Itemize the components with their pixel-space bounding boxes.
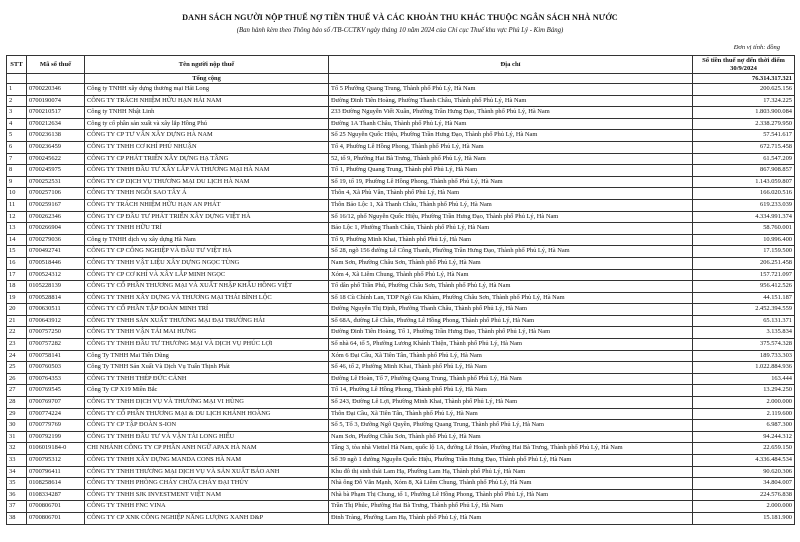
row-address: Đường Nguyễn Thị Định, Phường Thanh Châu, Thành phố Phủ Lý, Hà Nam [329,304,693,316]
row-amount: 2.000.000 [693,501,795,513]
row-name: CÔNG TY CỔ PHẦN THƯƠNG MẠI VÀ XUẤT NHẬP KHẨU HỒNG VIỆT [85,281,329,293]
row-name: CÔNG TY CỔ PHẦN TẬP ĐOÀN MINH TRÍ [85,304,329,316]
row-tax-code: 0700757282 [27,339,85,351]
row-address: Tổ 5 Phường Quang Trung, Thành phố Phủ Lý, Hà Nam [329,84,693,96]
row-name: CÔNG TY TNHH XÂY DỰNG VÀ THƯƠNG MẠI THÁI BÌNH LỘC [85,292,329,304]
row-address: Số 28, ngõ 156 đường Lê Công Thanh, Phường Trần Hưng Đạo, Thành phố Phủ Lý, Hà Nam [329,246,693,258]
table-row [7,315,795,327]
row-name: CÔNG TY CỔ PHẦN THƯƠNG MẠI & DU LỊCH KHÁNH HOÀNG [85,408,329,420]
row-name: CÔNG TY TNHH SẢN XUẤT THƯƠNG MẠI ĐẠI TRƯỜNG HẢI [85,315,329,327]
row-tax-code: 0700245622 [27,153,85,165]
table-row [7,443,795,455]
row-name: CÔNG TY TNHH VẬT LIỆU XÂY DỰNG NGỌC TÙNG [85,257,329,269]
unit-label: Đơn vị tính: đồng [733,44,780,51]
row-tax-code: 0700220346 [27,84,85,96]
table-row [7,408,795,420]
row-name: Công ty TNHH dịch vụ xây dựng Hà Nam [85,234,329,246]
row-name: CÔNG TY TRÁCH NHIỆM HỮU HẠN HẢI NAM [85,95,329,107]
row-address: Đường 1A Thanh Châu, Thành phố Phủ Lý, Hà Nam [329,118,693,130]
row-tax-code: 0700774224 [27,408,85,420]
row-address: Nhà bà Phạm Thị Chung, tổ 1, Phường Lê Hồng Phong, Thành phố Phủ Lý, Hà Nam [329,489,693,501]
row-address: Số 19, tổ 19, Phường Lê Hồng Phong, Thành phố Phủ Lý, Hà Nam [329,176,693,188]
row-address: Tổ 4, Phường Lê Hồng Phong, Thành phố Phủ Lý, Hà Nam [329,141,693,153]
row-address: Đường Đinh Tiên Hoàng, Tổ 1, Phường Trần Hưng Đạo, Thành phố Phủ Lý, Hà Nam [329,327,693,339]
table-row [7,269,795,281]
row-amount: 44.151.187 [693,292,795,304]
row-stt: 10 [7,188,27,200]
row-stt: 28 [7,397,27,409]
row-name: CÔNG TY TNHH FNC VINA [85,501,329,513]
table-row [7,397,795,409]
row-stt: 35 [7,478,27,490]
row-stt: 29 [7,408,27,420]
row-amount: 206.251.458 [693,257,795,269]
table-row [7,95,795,107]
document-subtitle: (Ban hành kèm theo Thông báo số /TB-CCTKV ngày tháng 10 năm 2024 của Chi cục Thuế khu vực Phủ Lý - Kim Bảng) [236,27,564,34]
row-stt: 7 [7,153,27,165]
row-address: Tổ 9, Phường Minh Khai, Thành phố Phủ Lý, Hà Nam [329,234,693,246]
row-address: Bảo Lộc 1, Phường Thanh Châu, Thành phố Phủ Lý, Hà Nam [329,223,693,235]
document-title: DANH SÁCH NGƯỜI NỘP THUẾ NỢ TIỀN THUẾ VÀ CÁC KHOẢN THU KHÁC THUỘC NGÂN SÁCH NHÀ NƯỚC [182,13,618,22]
row-name: CÔNG TY TNHH DỊCH VỤ VÀ THƯƠNG MẠI VI HÙNG [85,397,329,409]
header-name: Tên người nộp thuế [85,56,329,74]
row-amount: 90.620.306 [693,466,795,478]
row-name: Công Ty TNHH Sản Xuất Và Dịch Vụ Tuấn Thịnh Phát [85,362,329,374]
row-address: Nam Sơn, Phường Châu Sơn, Thành phố Phủ Lý, Hà Nam [329,431,693,443]
row-name: CÔNG TY TNHH SJK INVESTMENT VIỆT NAM [85,489,329,501]
row-stt: 17 [7,269,27,281]
row-name: CÔNG TY TNHH THƯƠNG MẠI DỊCH VỤ VÀ SẢN XUẤT BẢO ANH [85,466,329,478]
table-row [7,350,795,362]
row-address: Xóm 6 Đại Cầu, Xã Tiên Tân, Thành phố Phủ Lý, Hà Nam [329,350,693,362]
table-row [7,478,795,490]
row-stt: 38 [7,512,27,524]
row-tax-code: 0700236459 [27,141,85,153]
row-stt: 1 [7,84,27,96]
row-stt: 15 [7,246,27,258]
row-amount: 157.721.097 [693,269,795,281]
row-amount: 65.131.371 [693,315,795,327]
header-stt: STT [7,56,27,74]
row-amount: 166.020.516 [693,188,795,200]
row-amount: 2.338.279.950 [693,118,795,130]
table-row [7,455,795,467]
row-stt: 18 [7,281,27,293]
table-row [7,211,795,223]
row-tax-code: 0700257106 [27,188,85,200]
row-amount: 17.324.225 [693,95,795,107]
table-row [7,281,795,293]
row-tax-code: 0108258614 [27,478,85,490]
row-stt: 21 [7,315,27,327]
row-amount: 58.760.001 [693,223,795,235]
row-tax-code: 0700279036 [27,234,85,246]
row-address: 233 Đường Nguyễn Viết Xuân, Phường Trần Hưng Đạo, Thành phố Phủ Lý, Hà Nam [329,107,693,119]
table-row [7,118,795,130]
table-row [7,420,795,432]
row-tax-code: 0700190074 [27,95,85,107]
row-name: CÔNG TY TNHH ĐẦU TƯ THƯƠNG MẠI VÀ DỊCH VỤ PHÚC LỢI [85,339,329,351]
row-amount: 956.412.526 [693,281,795,293]
row-amount: 200.625.156 [693,84,795,96]
row-name: CÔNG TY CP DỊCH VỤ THƯƠNG MẠI DU LỊCH HÀ NAM [85,176,329,188]
row-stt: 9 [7,176,27,188]
row-amount: 61.547.209 [693,153,795,165]
table-row [7,304,795,316]
row-amount: 1.803.900.084 [693,107,795,119]
table-row [7,141,795,153]
table-row [7,327,795,339]
row-name: Công ty TNHH xây dựng thương mại Hải Long [85,84,329,96]
row-stt: 31 [7,431,27,443]
row-address: Số 68A, đường Lê Chân, Phường Lê Hồng Phong, Thành phố Phủ Lý, Hà Nam [329,315,693,327]
row-stt: 13 [7,223,27,235]
row-address: Thôn 4, Xã Phù Vân, Thành phố Phủ Lý, Hà Nam [329,188,693,200]
row-stt: 24 [7,350,27,362]
table-row [7,257,795,269]
row-tax-code: 0700643912 [27,315,85,327]
row-name: CÔNG TY TNHH CƠ KHÍ PHÚ NHUẬN [85,141,329,153]
row-tax-code: 0700266904 [27,223,85,235]
table-header-row [7,56,795,74]
row-address: Số 25 Nguyễn Quốc Hiệu, Phường Trần Hưng Đạo, Thành phố Phủ Lý, Hà Nam [329,130,693,142]
row-address: Tổ 1, Phường Quang Trung, Thành phố Phủ Lý, Hà Nam [329,165,693,177]
row-tax-code: 0700252531 [27,176,85,188]
row-address: Nhà ông Đỗ Văn Mạnh, Xóm 8, Xã Liêm Chung, Thành phố Phủ Lý, Hà Nam [329,478,693,490]
row-address: Thôn Bảo Lộc 1, Xã Thanh Châu, Thành phố Phủ Lý, Hà Nam [329,199,693,211]
row-amount: 6.987.300 [693,420,795,432]
row-tax-code: 0106019184-0 [27,443,85,455]
row-name: Công ty TNHH Nhật Linh [85,107,329,119]
table-row [7,512,795,524]
table-row [7,431,795,443]
table-row [7,466,795,478]
row-stt: 26 [7,373,27,385]
row-name: CÔNG TY TNHH HỮU TRÍ [85,223,329,235]
row-tax-code: 0700528814 [27,292,85,304]
row-tax-code: 0700262346 [27,211,85,223]
row-name: CÔNG TY TNHH VẬN TẢI MAI HƯNG [85,327,329,339]
row-amount: 189.733.303 [693,350,795,362]
row-name: CÔNG TY TRÁCH NHIỆM HỮU HẠN AN PHÁT [85,199,329,211]
row-amount: 2.119.600 [693,408,795,420]
row-stt: 8 [7,165,27,177]
row-tax-code: 0700212634 [27,118,85,130]
row-address: Khu đô thị sinh thái Lam Hạ, Phường Lam Hạ, Thành phố Phủ Lý, Hà Nam [329,466,693,478]
row-stt: 36 [7,489,27,501]
row-address: Đường Lê Hoàn, Tổ 7, Phường Quang Trung, Thành phố Phủ Lý, Hà Nam [329,373,693,385]
row-amount: 1.022.884.936 [693,362,795,374]
row-amount: 2.000.000 [693,397,795,409]
row-tax-code: 0700792199 [27,431,85,443]
debtor-table [6,55,795,525]
table-row [7,362,795,374]
row-amount: 13.294.250 [693,385,795,397]
row-name: CÔNG TY CP PHÁT TRIỂN XÂY DỰNG HẠ TẦNG [85,153,329,165]
total-label: Tổng cộng [85,74,329,84]
row-address: Số 5, Tổ 3, Đường Ngô Quyền, Phường Quang Trung, Thành phố Phủ Lý, Hà Nam [329,420,693,432]
row-name: CHI NHÁNH CÔNG TY CP PHẦN ANH NGỮ APAX HÀ NAM [85,443,329,455]
row-stt: 20 [7,304,27,316]
row-address: Đinh Tràng, Phường Lam Hạ, Thành phố Phủ Lý, Hà Nam [329,512,693,524]
row-name: Công ty cổ phần sản xuất và xây lắp Hồng Phú [85,118,329,130]
row-tax-code: 0105228139 [27,281,85,293]
row-stt: 30 [7,420,27,432]
total-row [7,74,795,84]
row-stt: 25 [7,362,27,374]
row-stt: 19 [7,292,27,304]
table-row [7,501,795,513]
table-row [7,165,795,177]
row-amount: 2.452.394.559 [693,304,795,316]
row-name: CÔNG TY TNHH ĐẦU TƯ VÀ VẬN TẢI LONG HIẾU [85,431,329,443]
row-name: CÔNG TY CP CƠ KHÍ VÀ XÂY LẮP MINH NGỌC [85,269,329,281]
row-name: CÔNG TY TNHH ĐẦU TƯ XÂY LẮP VÀ THƯƠNG MẠI HÀ NAM [85,165,329,177]
row-tax-code: 0700806701 [27,512,85,524]
table-row [7,373,795,385]
row-address: Tầng 3, tòa nhà Viettel Hà Nam, quốc lộ 1A, đường Lê Hoàn, Phường Hai Bà Trưng, Thành phố Phủ Lý, Hà Nam [329,443,693,455]
row-tax-code: 0700806701 [27,501,85,513]
table-body [7,74,795,525]
row-amount: 672.715.458 [693,141,795,153]
row-address: Số 16/12, phố Nguyễn Quốc Hiệu, Phường Trần Hưng Đạo, Thành phố Phủ Lý, Hà Nam [329,211,693,223]
row-address: Số 39 ngõ 1 đường Nguyễn Quốc Hiệu, Phường Trần Hưng Đạo, Thành phố Phủ Lý, Hà Nam [329,455,693,467]
table-row [7,176,795,188]
table-row [7,153,795,165]
row-stt: 37 [7,501,27,513]
row-stt: 23 [7,339,27,351]
row-address: 52, tổ 9, Phường Hai Bà Trưng, Thành phố Phủ Lý, Hà Nam [329,153,693,165]
row-address: Xóm 4, Xã Liêm Chung, Thành phố Phủ Lý, Hà Nam [329,269,693,281]
row-stt: 16 [7,257,27,269]
table-row [7,188,795,200]
row-amount: 94.244.312 [693,431,795,443]
row-name: CÔNG TY CP XNK CÔNG NGHIỆP NĂNG LƯỢNG XANH D&P [85,512,329,524]
row-tax-code: 0700760503 [27,362,85,374]
table-row [7,130,795,142]
row-address: Tổ dân phố Trần Phú, Phường Châu Sơn, Thành phố Phủ Lý, Hà Nam [329,281,693,293]
table-row [7,234,795,246]
row-amount: 224.576.838 [693,489,795,501]
row-amount: 4.334.991.374 [693,211,795,223]
row-tax-code: 0700796411 [27,466,85,478]
header-amount: Số tiền thuế nợ đến thời điểm 30/9/2024 [693,56,795,74]
row-name: Công Ty CP X19 Miền Bắc [85,385,329,397]
row-name: CÔNG TY CP TẬP ĐOÀN S-ION [85,420,329,432]
row-address: Nam Sơn, Phường Châu Sơn, Thành phố Phủ Lý, Hà Nam [329,257,693,269]
row-amount: 4.336.484.534 [693,455,795,467]
row-amount: 867.908.857 [693,165,795,177]
row-name: CÔNG TY TNHH THÉP ĐỨC CẢNH [85,373,329,385]
table-row [7,84,795,96]
row-stt: 4 [7,118,27,130]
table-row [7,107,795,119]
row-address: Số nhà 64, tổ 5, Phường Lương Khánh Thiện, Thành phố Phủ Lý, Hà Nam [329,339,693,351]
table-row [7,339,795,351]
row-amount: 17.159.500 [693,246,795,258]
row-stt: 34 [7,466,27,478]
row-stt: 22 [7,327,27,339]
row-amount: 57.541.617 [693,130,795,142]
row-amount: 1.143.059.807 [693,176,795,188]
row-name: CÔNG TY CP ĐẦU TƯ PHÁT TRIỂN XÂY DỰNG VIỆT HÀ [85,211,329,223]
total-amount: 76.314.317.321 [693,74,795,84]
table-row [7,292,795,304]
row-tax-code: 0700795312 [27,455,85,467]
row-name: CÔNG TY TNHH NGÔI SAO TÂY Á [85,188,329,200]
row-stt: 6 [7,141,27,153]
row-tax-code: 0700524312 [27,269,85,281]
row-tax-code: 0108334287 [27,489,85,501]
row-tax-code: 0700769707 [27,397,85,409]
row-address: Trần Thị Phúc, Phường Hai Bà Trưng, Thành phố Phủ Lý, Hà Nam [329,501,693,513]
row-stt: 2 [7,95,27,107]
row-name: CÔNG TY CP TƯ VẤN XÂY DỰNG HÀ NAM [85,130,329,142]
row-tax-code: 0700518446 [27,257,85,269]
row-name: CÔNG TY TNHH PHÒNG CHÁY CHỮA CHÁY ĐẠI THỦY [85,478,329,490]
table-row [7,246,795,258]
row-stt: 33 [7,455,27,467]
table-row [7,223,795,235]
row-address: Thôn Đại Cầu, Xã Tiên Tân, Thành phố Phủ Lý, Hà Nam [329,408,693,420]
row-name: CÔNG TY CP CÔNG NGHIỆP VÀ ĐẦU TƯ VIỆT HÀ [85,246,329,258]
row-amount: 163.444 [693,373,795,385]
row-address: Số 46, tổ 2, Phường Minh Khai, Thành phố Phủ Lý, Hà Nam [329,362,693,374]
row-stt: 14 [7,234,27,246]
header-tax-code: Mã số thuế [27,56,85,74]
row-tax-code: 0700764353 [27,373,85,385]
row-stt: 32 [7,443,27,455]
row-tax-code: 0700236138 [27,130,85,142]
row-stt: 5 [7,130,27,142]
row-tax-code: 0700757250 [27,327,85,339]
table-row [7,199,795,211]
row-amount: 375.574.328 [693,339,795,351]
row-amount: 15.181.900 [693,512,795,524]
row-tax-code: 0700492741 [27,246,85,258]
row-stt: 11 [7,199,27,211]
row-amount: 10.996.400 [693,234,795,246]
row-tax-code: 0700630511 [27,304,85,316]
row-tax-code: 0700758141 [27,350,85,362]
row-address: Số 18 Cù Chính Lan, TDP Ngô Gia Khảm, Phường Châu Sơn, Thành phố Phủ Lý, Hà Nam [329,292,693,304]
row-stt: 12 [7,211,27,223]
row-amount: 619.233.039 [693,199,795,211]
row-name: Công Ty TNHH Mai Tiến Dũng [85,350,329,362]
row-name: CÔNG TY TNHH XÂY DỰNG MANDA CONS HÀ NAM [85,455,329,467]
row-tax-code: 0700245975 [27,165,85,177]
row-tax-code: 0700210517 [27,107,85,119]
row-tax-code: 0700779769 [27,420,85,432]
row-stt: 3 [7,107,27,119]
row-tax-code: 0700769545 [27,385,85,397]
row-address: Đường Đinh Tiên Hoàng, Phường Thanh Châu, Thành phố Phủ Lý, Hà Nam [329,95,693,107]
table-row [7,385,795,397]
table-row [7,489,795,501]
row-stt: 27 [7,385,27,397]
header-address: Địa chỉ [329,56,693,74]
row-amount: 34.804.007 [693,478,795,490]
row-tax-code: 0700259167 [27,199,85,211]
row-address: Số 243, Đường Lê Lợi, Phường Minh Khai, Thành phố Phủ Lý, Hà Nam [329,397,693,409]
row-amount: 22.659.150 [693,443,795,455]
row-address: Tổ 14, Phường Lê Hồng Phong, Thành phố Phủ Lý, Hà Nam [329,385,693,397]
row-amount: 3.135.834 [693,327,795,339]
